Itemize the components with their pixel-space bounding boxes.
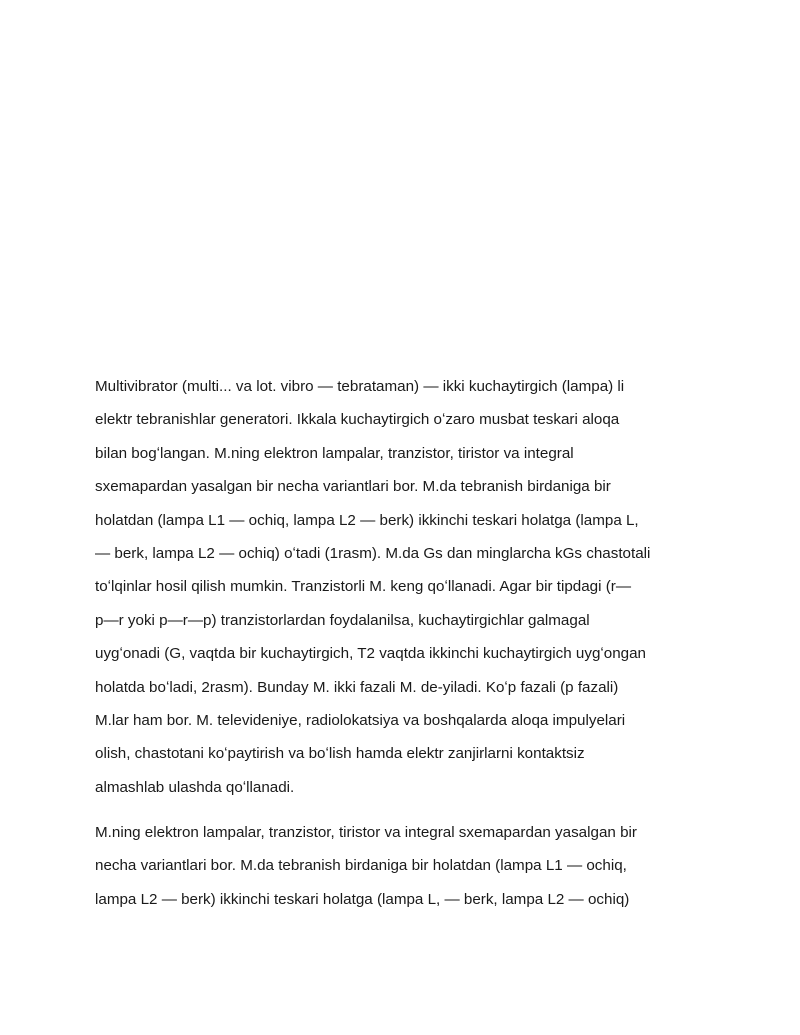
- paragraph-1: [95, 370, 707, 804]
- text-line: almashlab ulashda qoʻllanadi.: [95, 778, 295, 796]
- text-line: bilan bogʻlangan. M.ning elektron lampalar, tranzistor, tiristor va integral: [95, 444, 574, 462]
- text-line: Multivibrator (multi... va lot. vibro — tebrataman) — ikki kuchaytirgich (lampa) li: [95, 378, 625, 395]
- text-line: olish, chastotani koʻpaytirish va boʻlish hamda elektr zanjirlarni kontaktsiz: [95, 745, 585, 763]
- text-line: necha variantlari bor. M.da tebranish birdaniga bir holatdan (lampa L1 — ochiq,: [95, 857, 627, 875]
- text-line: sxemapardan yasalgan bir necha variantlari bor. M.da tebranish birdaniga bir: [95, 478, 611, 496]
- paragraph-spacer: [95, 804, 707, 816]
- text-line: p—r yoki p—r—p) tranzistorlardan foydalanilsa, kuchaytirgichlar galmagal: [95, 611, 590, 629]
- text-line: M.lar ham bor. M. televideniye, radiolokatsiya va boshqalarda aloqa impulyelari: [95, 711, 626, 729]
- document-body: [95, 370, 707, 916]
- text-line: elektr tebranishlar generatori. Ikkala kuchaytirgich oʻzaro musbat teskari aloqa: [95, 411, 620, 429]
- text-line: uygʻonadi (G, vaqtda bir kuchaytirgich, T2 vaqtda ikkinchi kuchaytirgich uygʻongan: [95, 645, 646, 663]
- text-line: M.ning elektron lampalar, tranzistor, tiristor va integral sxemapardan yasalgan bir: [95, 824, 637, 842]
- text-line: toʻlqinlar hosil qilish mumkin. Tranzistorli M. keng qoʻllanadi. Agar bir tipdagi (r—: [95, 578, 632, 596]
- text-line: holatdan (lampa L1 — ochiq, lampa L2 — berk) ikkinchi teskari holatga (lampa L,: [95, 511, 639, 529]
- text-line: holatda boʻladi, 2rasm). Bunday M. ikki fazali M. de-yiladi. Koʻp fazali (p fazali): [95, 678, 619, 696]
- text-line: lampa L2 — berk) ikkinchi teskari holatga (lampa L, — berk, lampa L2 — ochiq): [95, 890, 630, 908]
- paragraph-2: [95, 816, 707, 916]
- text-line: — berk, lampa L2 — ochiq) oʻtadi (1rasm). M.da Gs dan minglarcha kGs chastotali: [95, 544, 651, 562]
